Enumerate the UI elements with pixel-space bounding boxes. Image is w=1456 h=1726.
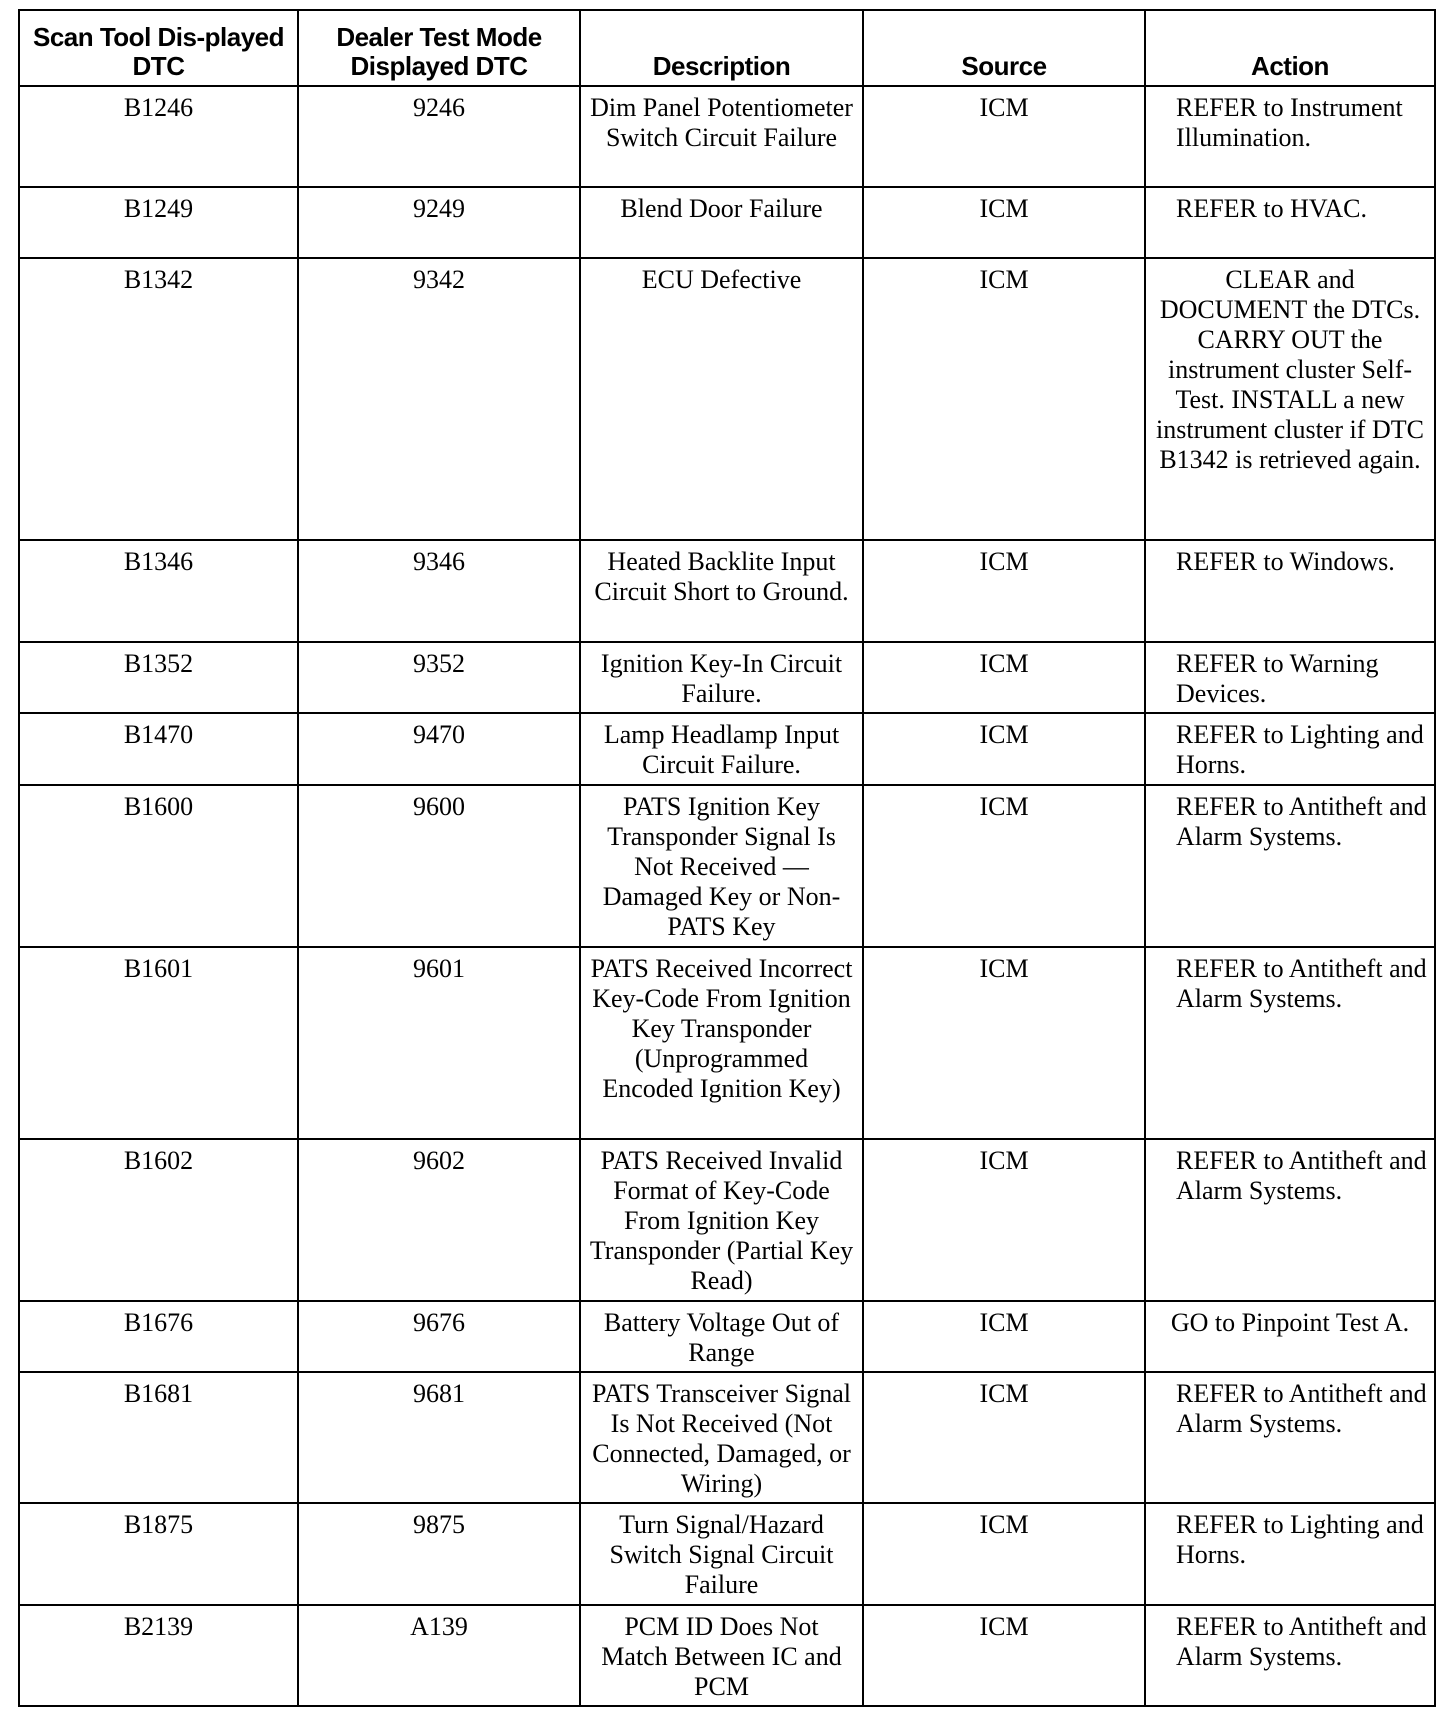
table-row bbox=[19, 187, 1435, 258]
dtc-description: Blend Door Failure bbox=[580, 187, 863, 258]
dtc-description: Ignition Key-In Circuit Failure. bbox=[580, 642, 863, 713]
scan-tool-dtc: B1342 bbox=[19, 258, 298, 540]
dtc-action: REFER to Instrument Illumination. bbox=[1145, 86, 1435, 187]
header-source: Source bbox=[863, 10, 1145, 86]
dtc-source: ICM bbox=[863, 540, 1145, 642]
dtc-description: PCM ID Does Not Match Between IC and PCM bbox=[580, 1605, 863, 1706]
dtc-source: ICM bbox=[863, 785, 1145, 947]
dtc-description: PATS Ignition Key Transponder Signal Is Not Received — Damaged Key or Non-PATS Key bbox=[580, 785, 863, 947]
table-row bbox=[19, 947, 1435, 1139]
dealer-test-mode-dtc: 9681 bbox=[298, 1372, 580, 1503]
dtc-action: REFER to Antitheft and Alarm Systems. bbox=[1145, 1605, 1435, 1706]
scan-tool-dtc: B1249 bbox=[19, 187, 298, 258]
dealer-test-mode-dtc: 9246 bbox=[298, 86, 580, 187]
dtc-source: ICM bbox=[863, 187, 1145, 258]
table-row bbox=[19, 1139, 1435, 1301]
table-row bbox=[19, 642, 1435, 713]
dtc-action: REFER to Lighting and Horns. bbox=[1145, 1503, 1435, 1605]
dtc-action: REFER to Antitheft and Alarm Systems. bbox=[1145, 947, 1435, 1139]
dtc-source: ICM bbox=[863, 1301, 1145, 1372]
scan-tool-dtc: B1676 bbox=[19, 1301, 298, 1372]
dtc-source: ICM bbox=[863, 1139, 1145, 1301]
scan-tool-dtc: B1681 bbox=[19, 1372, 298, 1503]
dealer-test-mode-dtc: 9875 bbox=[298, 1503, 580, 1605]
dtc-action: REFER to Antitheft and Alarm Systems. bbox=[1145, 1139, 1435, 1301]
scan-tool-dtc: B1346 bbox=[19, 540, 298, 642]
dtc-action: REFER to HVAC. bbox=[1145, 187, 1435, 258]
table-body bbox=[19, 86, 1435, 1706]
table-row bbox=[19, 1503, 1435, 1605]
dtc-description: Battery Voltage Out of Range bbox=[580, 1301, 863, 1372]
header-action: Action bbox=[1145, 10, 1435, 86]
dtc-action: REFER to Windows. bbox=[1145, 540, 1435, 642]
dtc-table bbox=[18, 9, 1436, 1707]
dtc-action: GO to Pinpoint Test A. bbox=[1145, 1301, 1435, 1372]
table-row bbox=[19, 1372, 1435, 1503]
header-scan-tool-dtc: Scan Tool Dis-played DTC bbox=[19, 10, 298, 86]
dtc-source: ICM bbox=[863, 1372, 1145, 1503]
dtc-description: Heated Backlite Input Circuit Short to Ground. bbox=[580, 540, 863, 642]
dtc-source: ICM bbox=[863, 1605, 1145, 1706]
table-row bbox=[19, 713, 1435, 785]
header-row bbox=[19, 10, 1435, 86]
scan-tool-dtc: B1601 bbox=[19, 947, 298, 1139]
dtc-description: Lamp Headlamp Input Circuit Failure. bbox=[580, 713, 863, 785]
dealer-test-mode-dtc: 9602 bbox=[298, 1139, 580, 1301]
scan-tool-dtc: B1470 bbox=[19, 713, 298, 785]
dtc-action: REFER to Antitheft and Alarm Systems. bbox=[1145, 1372, 1435, 1503]
dtc-action: REFER to Lighting and Horns. bbox=[1145, 713, 1435, 785]
dtc-description: Dim Panel Potentiometer Switch Circuit Failure bbox=[580, 86, 863, 187]
table-row bbox=[19, 86, 1435, 187]
dtc-source: ICM bbox=[863, 713, 1145, 785]
scan-tool-dtc: B1602 bbox=[19, 1139, 298, 1301]
dtc-description: PATS Received Invalid Format of Key-Code From Ignition Key Transponder (Partial Key Read) bbox=[580, 1139, 863, 1301]
dtc-action: REFER to Antitheft and Alarm Systems. bbox=[1145, 785, 1435, 947]
dealer-test-mode-dtc: 9470 bbox=[298, 713, 580, 785]
table-row bbox=[19, 540, 1435, 642]
dtc-action: CLEAR and DOCUMENT the DTCs. CARRY OUT the instrument cluster Self-Test. INSTALL a new instrument cluster if DTC B1342 is retrieved again. bbox=[1145, 258, 1435, 540]
scan-tool-dtc: B2139 bbox=[19, 1605, 298, 1706]
dealer-test-mode-dtc: 9352 bbox=[298, 642, 580, 713]
dtc-action: REFER to Warning Devices. bbox=[1145, 642, 1435, 713]
dealer-test-mode-dtc: 9601 bbox=[298, 947, 580, 1139]
dealer-test-mode-dtc: 9249 bbox=[298, 187, 580, 258]
dtc-description: PATS Transceiver Signal Is Not Received (Not Connected, Damaged, or Wiring) bbox=[580, 1372, 863, 1503]
dtc-source: ICM bbox=[863, 258, 1145, 540]
scan-tool-dtc: B1352 bbox=[19, 642, 298, 713]
table-header bbox=[19, 10, 1435, 86]
dtc-description: PATS Received Incorrect Key-Code From Ignition Key Transponder (Unprogrammed Encoded Ignition Key) bbox=[580, 947, 863, 1139]
dtc-source: ICM bbox=[863, 947, 1145, 1139]
dtc-description: ECU Defective bbox=[580, 258, 863, 540]
dealer-test-mode-dtc: 9342 bbox=[298, 258, 580, 540]
table-row bbox=[19, 1301, 1435, 1372]
scan-tool-dtc: B1600 bbox=[19, 785, 298, 947]
dtc-description: Turn Signal/Hazard Switch Signal Circuit Failure bbox=[580, 1503, 863, 1605]
dealer-test-mode-dtc: 9346 bbox=[298, 540, 580, 642]
table-row bbox=[19, 258, 1435, 540]
scan-tool-dtc: B1875 bbox=[19, 1503, 298, 1605]
table-row bbox=[19, 785, 1435, 947]
header-dealer-test-mode-dtc: Dealer Test Mode Displayed DTC bbox=[298, 10, 580, 86]
table-row bbox=[19, 1605, 1435, 1706]
dtc-source: ICM bbox=[863, 642, 1145, 713]
dealer-test-mode-dtc: 9676 bbox=[298, 1301, 580, 1372]
header-description: Description bbox=[580, 10, 863, 86]
dtc-source: ICM bbox=[863, 86, 1145, 187]
scan-tool-dtc: B1246 bbox=[19, 86, 298, 187]
dtc-source: ICM bbox=[863, 1503, 1145, 1605]
dealer-test-mode-dtc: 9600 bbox=[298, 785, 580, 947]
dealer-test-mode-dtc: A139 bbox=[298, 1605, 580, 1706]
